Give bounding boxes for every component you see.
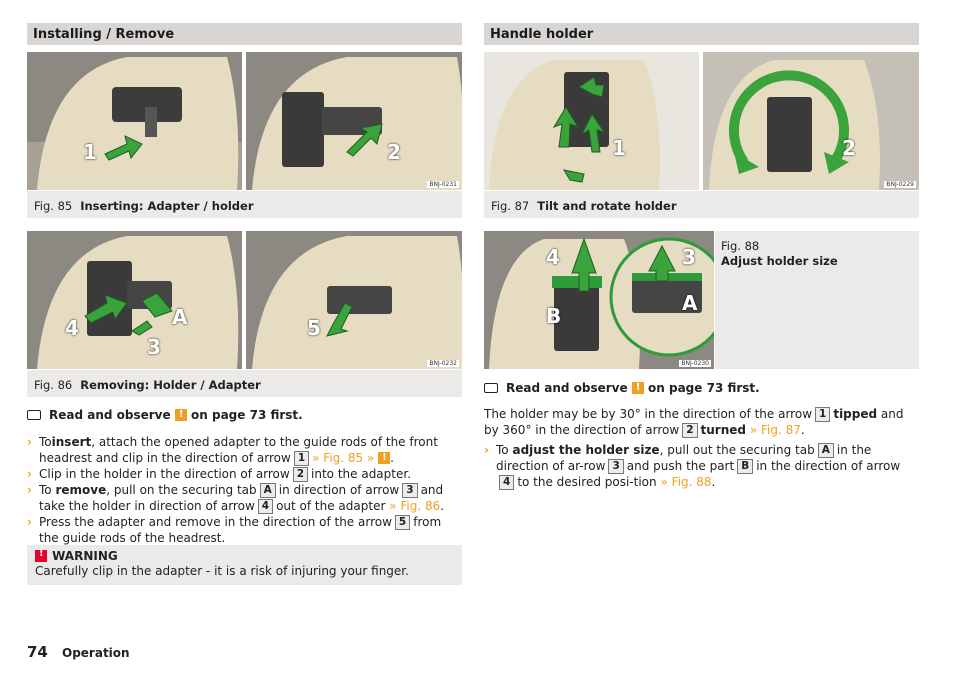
- page-number: 74: [27, 643, 48, 661]
- figure-87: [484, 52, 919, 190]
- section-title-installing: Installing / Remove: [27, 23, 462, 45]
- warning-icon: [175, 409, 187, 421]
- read-observe-left: Read and observe ! on page 73 first.: [27, 407, 462, 423]
- step-adjust: [484, 442, 920, 490]
- warning-box: [27, 545, 462, 585]
- list-item: › To remove, pull on the securing tab A in direction of arrow 3 and take the holder in direction of arrow 4 out of the adapter » Fig. 86.: [27, 483, 445, 513]
- caption-fig-88: Fig. 88 Adjust holder size: [715, 231, 919, 369]
- callout-b: B: [546, 304, 562, 328]
- list-item: › To adjust the holder size, pull out the securing tab A in the direction of ar-row 3 and push the part B in the direction of arrow4 to the desired posi-tion » Fig. 88.: [484, 443, 901, 489]
- list-item: › Toinsert, attach the opened adapter to the guide rods of the front headrest and clip in the direction of arrow 1 » Fig. 85 » ! .: [27, 434, 463, 466]
- figure-code: BNJ-0232: [429, 360, 457, 367]
- caption-fig-85: Fig. 85 Inserting: Adapter / holder: [27, 191, 462, 218]
- warning-icon: [378, 452, 390, 464]
- chevron-right-icon: ›: [484, 443, 489, 457]
- list-item: › Clip in the holder in the direction of arrow 2 into the adapter.: [27, 467, 412, 481]
- callout-a: A: [172, 305, 188, 329]
- callout-2: 2: [842, 136, 856, 160]
- chevron-right-icon: ›: [27, 483, 32, 497]
- figure-86: [27, 231, 462, 369]
- book-icon: [484, 383, 498, 393]
- callout-4: 4: [65, 316, 79, 340]
- figure-85: [27, 52, 462, 190]
- callout-5: 5: [307, 316, 321, 340]
- section-title-handle-holder: Handle holder: [484, 23, 919, 45]
- callout-1: 1: [612, 136, 626, 160]
- figure-code: BNJ-0230: [681, 360, 709, 367]
- read-observe-right: Read and observe ! on page 73 first.: [484, 380, 919, 396]
- callout-3: 3: [682, 245, 696, 269]
- callout-1: 1: [83, 140, 97, 164]
- warning-triangle-icon: [35, 550, 47, 562]
- warning-text: Carefully clip in the adapter - it is a risk of injuring your finger.: [35, 564, 409, 578]
- footer-section: Operation: [62, 646, 130, 660]
- warning-title: WARNING: [52, 549, 118, 563]
- callout-4: 4: [546, 245, 560, 269]
- figure-code: BNJ-0229: [886, 181, 914, 188]
- chevron-right-icon: ›: [27, 515, 32, 529]
- figure-88: [484, 231, 714, 369]
- chevron-right-icon: ›: [27, 435, 32, 449]
- callout-2: 2: [387, 140, 401, 164]
- caption-fig-86: Fig. 86 Removing: Holder / Adapter: [27, 370, 462, 397]
- figure-code: BNJ-0231: [429, 181, 457, 188]
- steps-list: [27, 434, 463, 546]
- caption-fig-87: Fig. 87 Tilt and rotate holder: [484, 191, 919, 218]
- callout-a: A: [682, 291, 698, 315]
- chevron-right-icon: ›: [27, 467, 32, 481]
- warning-icon: [632, 382, 644, 394]
- list-item: › Press the adapter and remove in the direction of the arrow 5 from the guide rods of the headrest.: [27, 515, 442, 545]
- book-icon: [27, 410, 41, 420]
- paragraph-tilt: The holder may be by 30° in the direction of the arrow 1 tipped and by 360° in the direction of arrow 2 turned » Fig. 87.: [484, 407, 904, 437]
- callout-3: 3: [147, 335, 161, 359]
